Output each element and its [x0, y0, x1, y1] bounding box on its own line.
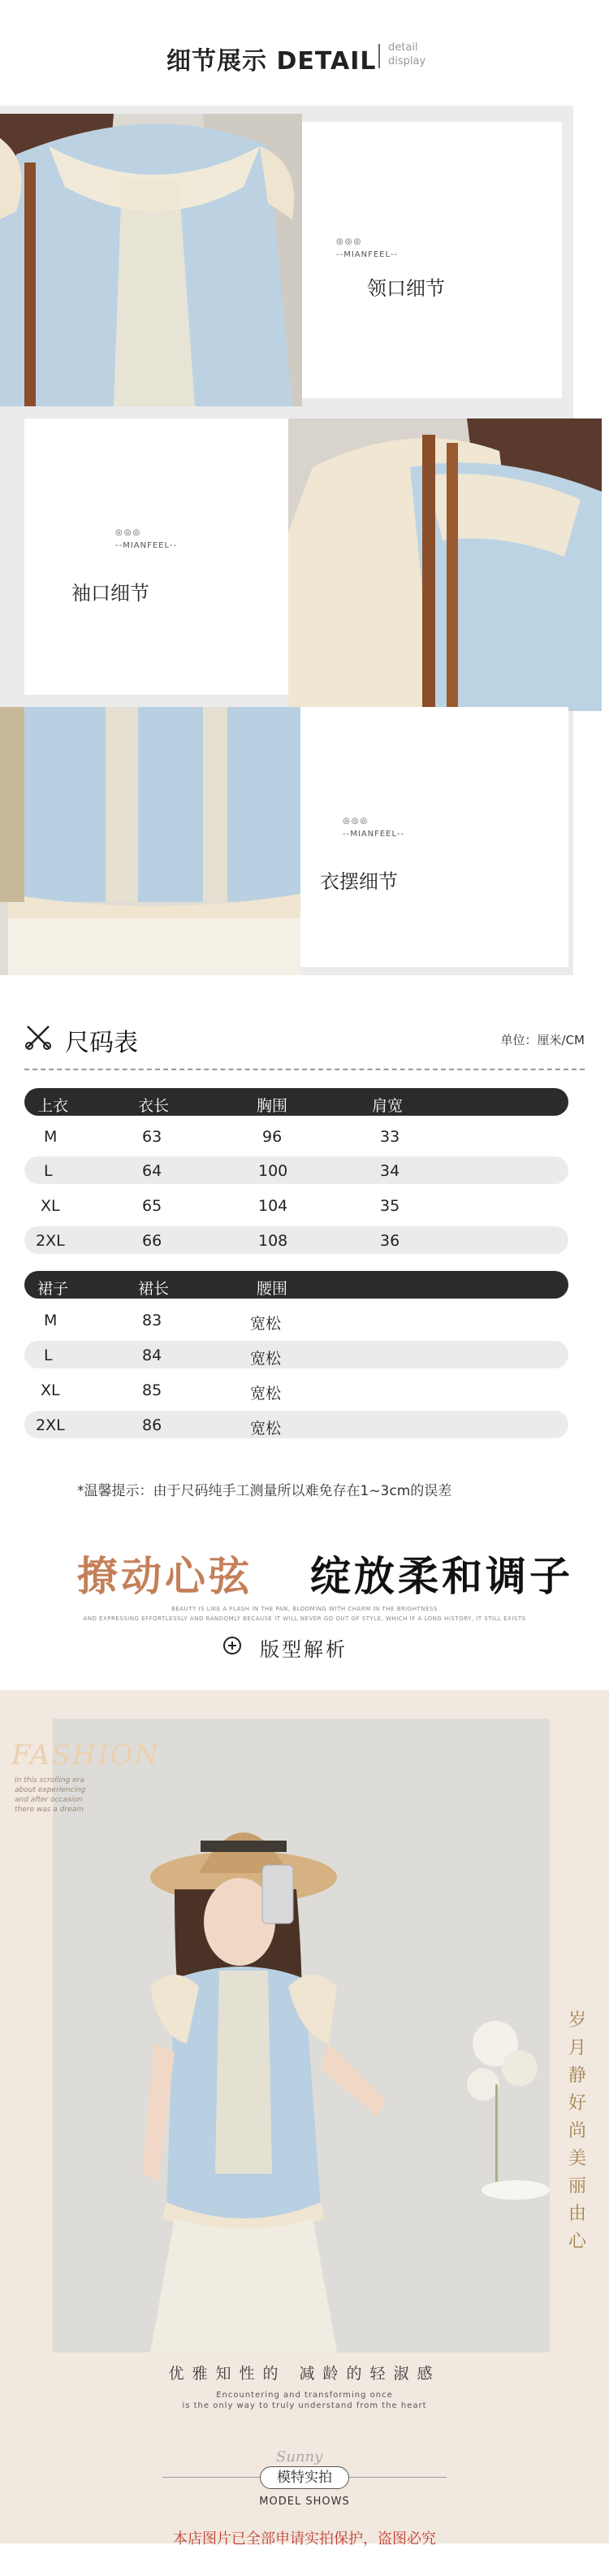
detail-sub-line-1: detail [388, 41, 418, 54]
detail-sub-line-2: display [388, 55, 426, 67]
sleeve-detail-photo [288, 418, 602, 711]
dashed-divider [24, 1069, 585, 1070]
en-caption-2: is the only way to truly understand from the heart [182, 2401, 427, 2410]
model-shows-badge: 模特实拍 [260, 2466, 349, 2489]
ruler-scissors-icon [24, 1023, 52, 1054]
slogan-small-2: AND EXPRESSING EFFORTLESSLY AND RANDOMLY BECAUSE IT WILL NEVER GO OUT OF STYLE, WHICH IF A LONG HISTORY, IT STILL EXISTS [83, 1615, 526, 1622]
table-header-cell: 裙子 [37, 1280, 69, 1298]
copyright-notice: 本店图片已全部申请实拍保护，盗图必究 [173, 2530, 436, 2548]
slogan-banner [0, 1544, 609, 1661]
table-cell: 96 [262, 1128, 283, 1146]
brand-dots: ◎◎◎ [115, 528, 142, 537]
table-cell: 2XL [36, 1416, 65, 1434]
elegant-caption: 优雅知性的 减龄的轻淑感 [168, 2365, 441, 2383]
fashion-watermark: FASHION [11, 1739, 161, 1772]
table-cell: 宽松 [250, 1315, 282, 1333]
top-table-header [24, 1088, 568, 1116]
collar-detail-label: 领口细节 [367, 277, 445, 300]
table-cell: 100 [258, 1162, 288, 1180]
fit-analysis-title: 版型解析 [260, 1638, 348, 1661]
fashion-lines [15, 1776, 85, 1815]
table-row [24, 1376, 568, 1403]
table-header-cell: 衣长 [138, 1097, 170, 1115]
skirt-table-header [24, 1271, 568, 1299]
table-cell: XL [41, 1381, 60, 1399]
table-header-cell: 裙长 [138, 1280, 170, 1298]
sleeve-detail-label: 袖口细节 [71, 582, 149, 605]
table-cell: XL [41, 1197, 60, 1215]
table-cell: 104 [258, 1197, 288, 1215]
en-caption-1: Encountering and transforming once [216, 2391, 393, 2400]
collar-detail-photo [0, 114, 302, 406]
collar-detail-card [302, 122, 562, 398]
table-header-cell: 胸围 [257, 1097, 288, 1115]
model-photo [53, 1719, 550, 2353]
slogan-black: 绽放柔和调子 [310, 1553, 573, 1600]
table-row [24, 1341, 568, 1368]
script-signature: Sunny [276, 2448, 323, 2465]
table-cell: 35 [380, 1197, 400, 1215]
table-cell: M [44, 1128, 58, 1146]
divider-right [349, 2477, 447, 2478]
sleeve-detail-card [24, 418, 288, 695]
fashion-line: In this scrolling era [15, 1776, 84, 1785]
table-row [24, 1191, 568, 1219]
model-shows-en: MODEL SHOWS [259, 2496, 350, 2508]
table-header-cell: 肩宽 [372, 1097, 404, 1115]
fashion-line: there was a dream [15, 1806, 84, 1814]
table-cell: L [44, 1162, 53, 1180]
table-cell: 84 [142, 1347, 162, 1364]
title-divider [378, 44, 380, 68]
table-cell: 85 [142, 1381, 162, 1399]
table-cell: 宽松 [250, 1350, 282, 1368]
table-cell: L [44, 1347, 53, 1364]
table-cell: 64 [142, 1162, 162, 1180]
hem-detail-card [300, 707, 568, 967]
table-row [24, 1122, 568, 1150]
table-cell: 36 [380, 1232, 400, 1250]
measurement-tip: *温馨提示：由于尺码纯手工测量所以难免存在1~3cm的误差 [77, 1483, 452, 1499]
table-row [24, 1156, 568, 1184]
table-cell: 宽松 [250, 1385, 282, 1403]
vertical-poem: 岁月静好尚美丽由心 [568, 2010, 586, 2252]
detail-header [0, 33, 609, 81]
table-cell: 65 [142, 1197, 162, 1215]
table-cell: 83 [142, 1312, 162, 1329]
brand-name: --MIANFEEL-- [343, 830, 405, 839]
size-table-title: 尺码表 [65, 1029, 138, 1057]
brand-dots: ◎◎◎ [343, 817, 369, 826]
brand-name: --MIANFEEL-- [336, 250, 399, 259]
size-table-header [24, 1020, 585, 1060]
hem-detail-label: 衣摆细节 [320, 870, 398, 893]
fashion-line: about experiencing [15, 1786, 86, 1794]
table-cell: 66 [142, 1232, 162, 1250]
size-unit: 单位：厘米/CM [500, 1033, 585, 1047]
table-header-cell: 腰围 [257, 1280, 288, 1298]
table-cell: 2XL [36, 1232, 65, 1250]
plus-circle-icon [223, 1637, 241, 1654]
table-header-cell: 上衣 [37, 1097, 69, 1115]
divider-left [162, 2477, 260, 2478]
slogan-small-1: BEAUTY IS LIKE A FLASH IN THE PAN, BLOOMING WITH CHARM IN THE BRIGHTNESS [171, 1606, 438, 1612]
table-cell: 108 [258, 1232, 288, 1250]
detail-subtitle [388, 41, 425, 68]
table-cell: 宽松 [250, 1420, 282, 1438]
detail-title: 细节展示 DETAIL [166, 47, 377, 76]
brand-dots: ◎◎◎ [336, 237, 363, 246]
table-cell: 86 [142, 1416, 162, 1434]
table-cell: 33 [380, 1128, 400, 1146]
table-row [24, 1226, 568, 1254]
slogan-orange: 撩动心弦 [77, 1553, 253, 1600]
table-cell: 63 [142, 1128, 162, 1146]
table-cell: 34 [380, 1162, 400, 1180]
table-cell: M [44, 1312, 58, 1329]
table-row [24, 1411, 568, 1438]
fashion-line: and after occasion [15, 1796, 83, 1804]
table-row [24, 1306, 568, 1334]
hem-detail-photo [0, 707, 300, 975]
brand-name: --MIANFEEL-- [115, 541, 178, 550]
